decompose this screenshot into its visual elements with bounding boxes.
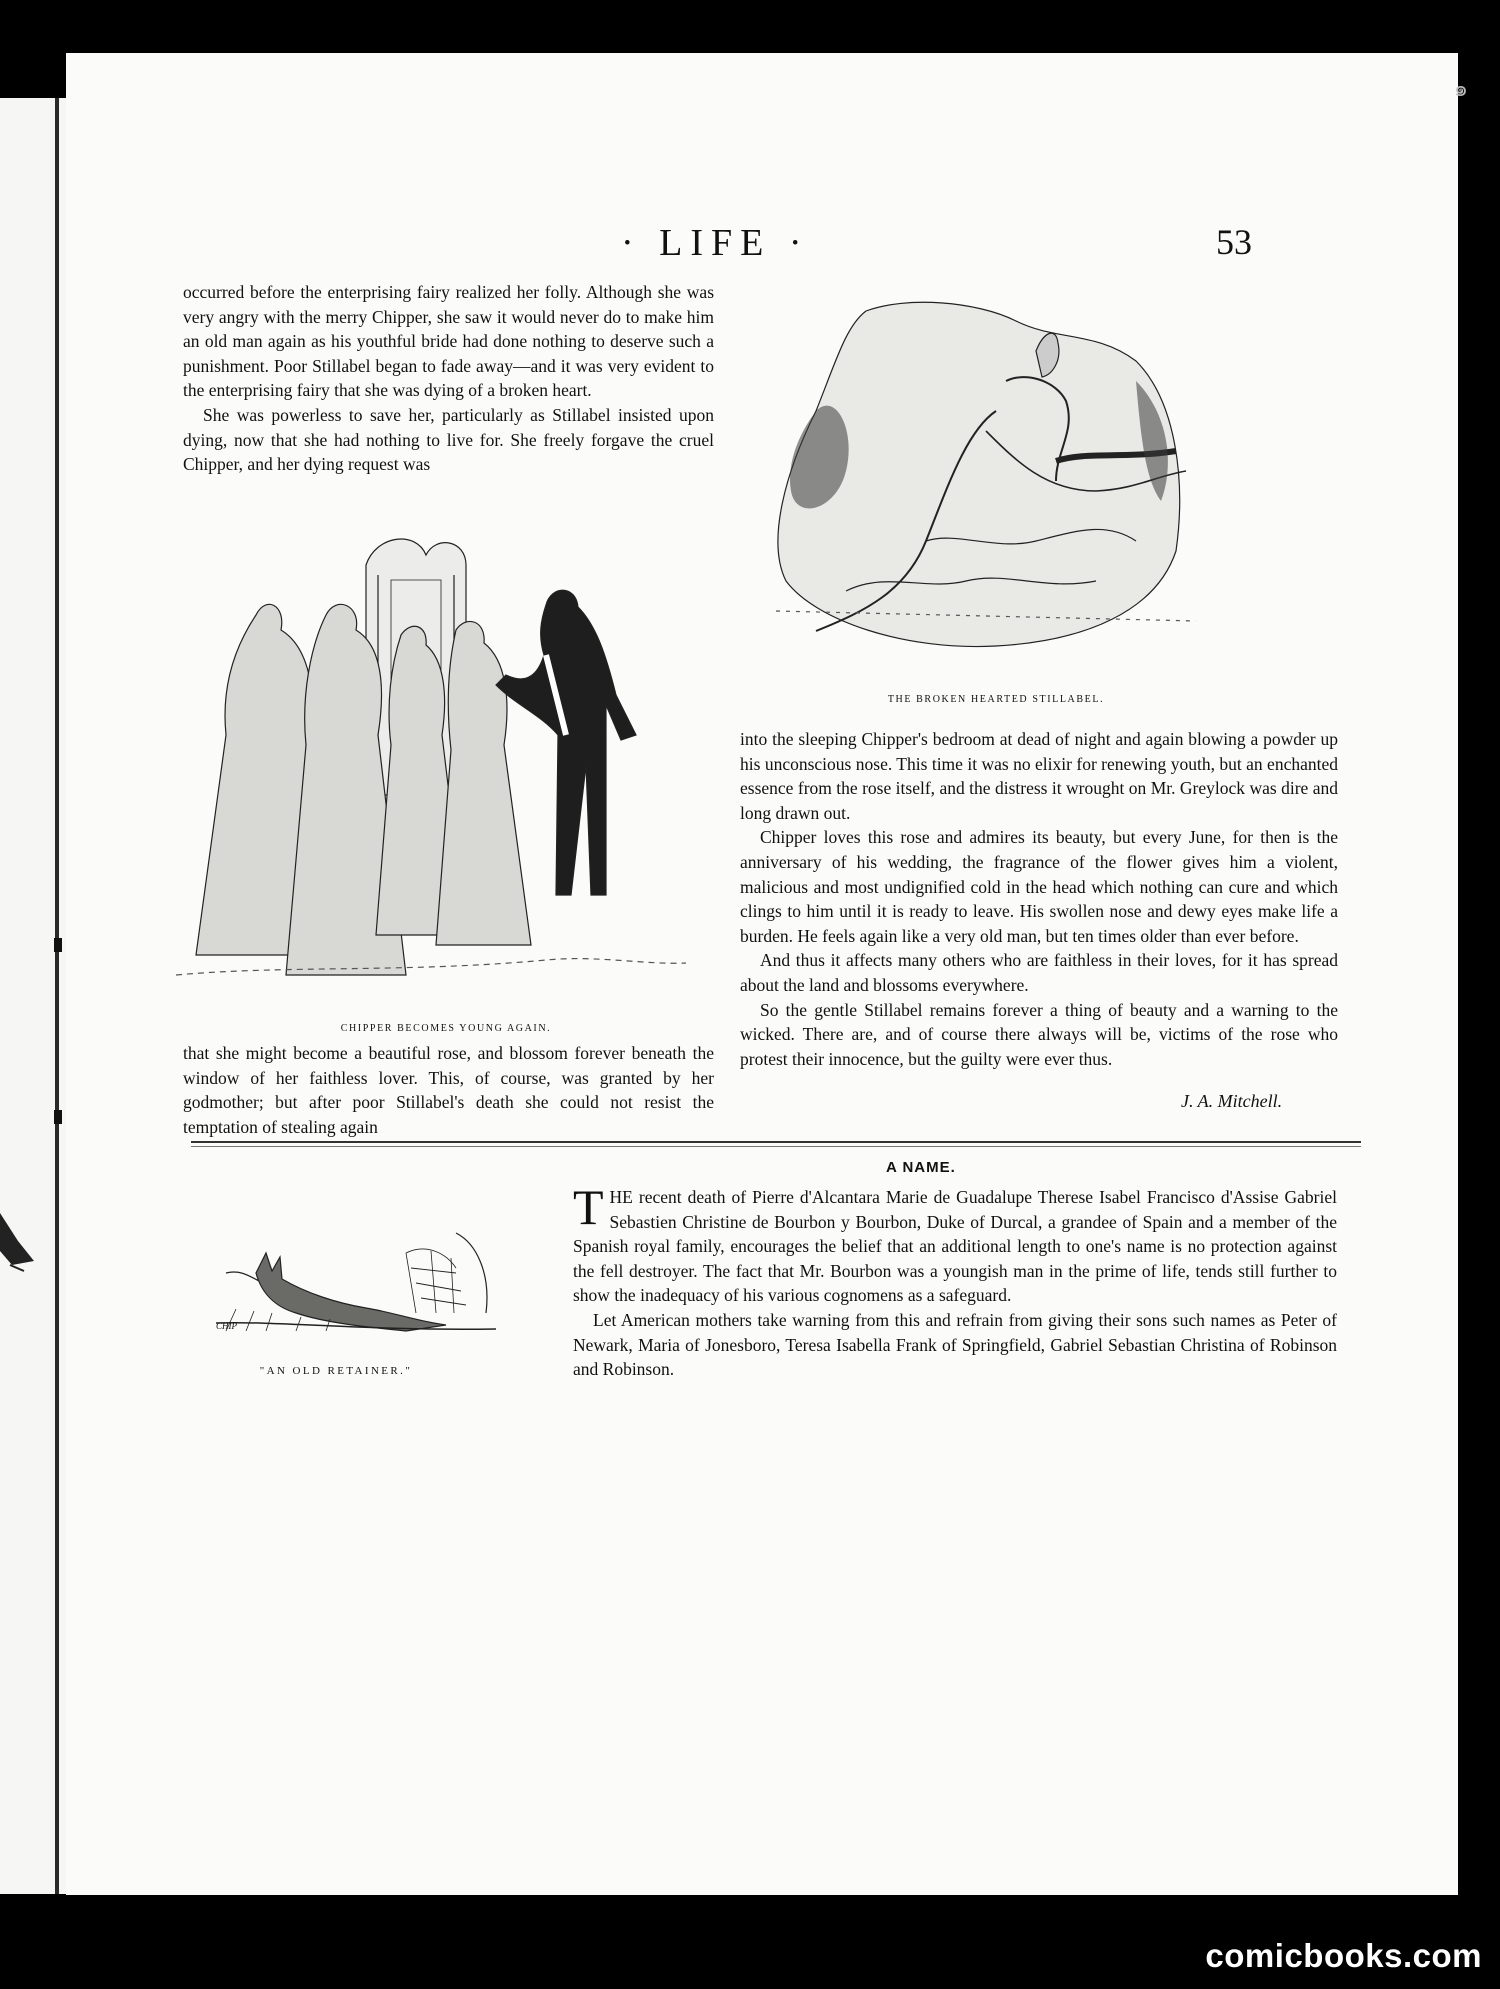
caption-chipper-young: CHIPPER BECOMES YOUNG AGAIN. (340, 1023, 552, 1034)
binding-notch (54, 938, 62, 952)
broken-hearted-illustration (756, 291, 1216, 681)
story-paragraph: into the sleeping Chipper's bedroom at dead of night and again blowing a powder up his unconscious nose. This time it was no elixir for renewing youth, but an enchanted essence from the rose itself, and the distress it wrought on Mr. Greylock was dire and long drawn out. (740, 729, 1338, 823)
author-signature: J. A. Mitchell. (1181, 1091, 1283, 1111)
site-watermark: comicbooks.com (1205, 1937, 1482, 1974)
masthead-title: · LIFE · (621, 222, 810, 264)
article-text (573, 1179, 1337, 1382)
story-text-right (740, 727, 1338, 1071)
section-divider (191, 1141, 1361, 1143)
article-paragraph (573, 1179, 1337, 1308)
story-text-left-bottom (183, 1041, 714, 1139)
article-heading: A NAME. (886, 1159, 956, 1176)
caption-old-retainer: "AN OLD RETAINER." (259, 1365, 413, 1377)
chipper-young-again-illustration (166, 535, 712, 1033)
section-divider-thin (191, 1146, 1361, 1147)
page-gutter-edge (55, 98, 59, 1894)
old-retainer-illustration (206, 1213, 506, 1343)
artist-mark: CHIP (216, 1321, 237, 1331)
story-paragraph: that she might become a beautiful rose, and blossom forever beneath the window of her faithless lover. This, of course, was granted by her godmother; but after poor Stillabel's death she could not resist the temptation of stealing again (183, 1043, 714, 1137)
story-paragraph: She was powerless to save her, particularly as Stillabel insisted upon dying, now that she had nothing to live for. She freely forgave the cruel Chipper, and her dying request was (183, 404, 714, 475)
story-text-left-top (183, 280, 714, 477)
story-paragraph: So the gentle Stillabel remains forever a thing of beauty and a warning to the wicked. There are, and of course there always will be, victims of the rose who protest their innocence, but the guilty were ever thus. (740, 999, 1338, 1069)
left-page-sliver (0, 98, 66, 1894)
caption-broken-hearted: THE BROKEN HEARTED STILLABEL. (887, 694, 1105, 705)
article-paragraph-2: Let American mothers take warning from this and refrain from giving their sons such names as Peter of Newark, Maria of Jonesboro, Teresa Isabella Frank of Springfield, Gabriel Sebastian Christina of Robinson and Robinson. (573, 1309, 1337, 1380)
story-paragraph: And thus it affects many others who are faithless in their loves, for it has spread about the land and blossoms everywhere. (740, 950, 1338, 995)
left-page-drawing-fragment (0, 1203, 40, 1293)
story-paragraph: Chipper loves this rose and admires its beauty, but every June, for then is the anniversary of his wedding, the fragrance of the flower gives him a violent, malicious and most undignified cold in the head which nothing can cure and which clings to him until it is ready to leave. His swollen nose and dewy eyes make life a burden. He feels again like a very old man, but ten times older than ever before. (740, 827, 1338, 946)
page-number: 53 (1216, 222, 1252, 262)
corner-mark: ๑ (1454, 76, 1468, 101)
binding-notch (54, 1110, 62, 1124)
article-paragraph-1: HE recent death of Pierre d'Alcantara Marie de Guadalupe Therese Isabel Francisco d'Assise Gabriel Sebastien Christine de Bourbon y Bourbon, Duke of Durcal, a grandee of Spain and a member of the Spanish royal family, encourages the belief that an additional length to one's name is no protection against the fell destroyer. The fact that Mr. Bourbon was a youngish man in the prime of life, tends still further to show the inadequacy of his various cognomens as a safeguard. (573, 1187, 1337, 1306)
page-header (66, 221, 1458, 281)
story-paragraph: occurred before the enterprising fairy realized her folly. Although she was very angry with the merry Chipper, she saw it would never do to make him an old man again as his youthful bride had done nothing to deserve such a punishment. Poor Stillabel began to fade away—and it was very evident to the enterprising fairy that she was dying of a broken heart. (183, 282, 714, 401)
magazine-page (66, 53, 1468, 1895)
drop-cap: T (573, 1179, 604, 1235)
